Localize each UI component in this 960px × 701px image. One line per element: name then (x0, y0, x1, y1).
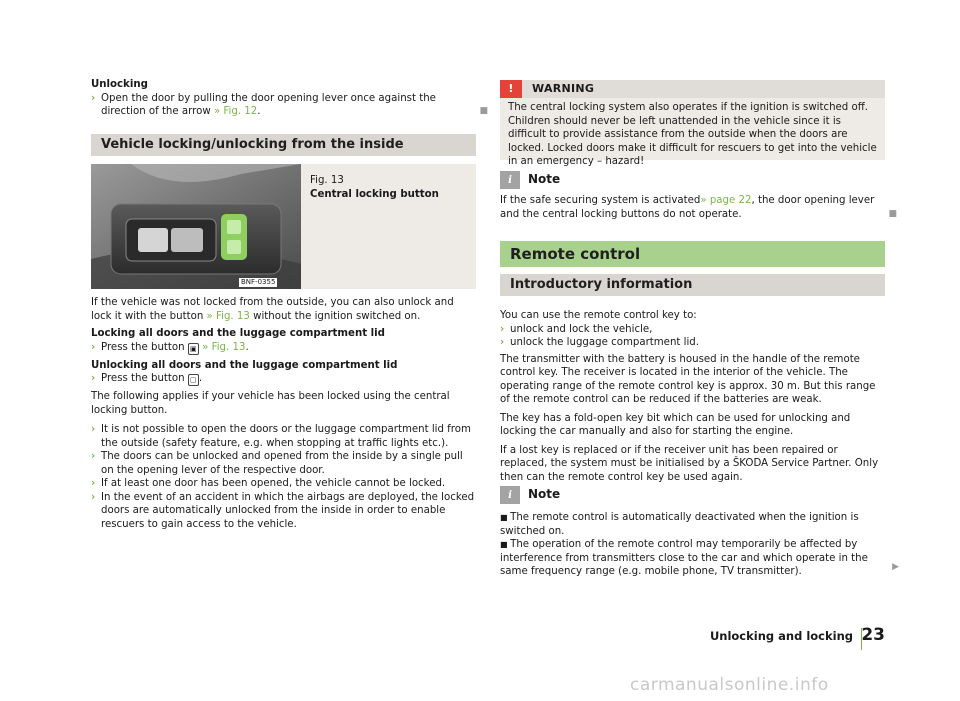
use-intro: You can use the remote control key to: (500, 310, 697, 321)
page-number: 23 (861, 625, 885, 645)
paragraph: The key has a fold-open key bit which can be used for unlocking and locking the car manually and also for starting the engine. (500, 412, 851, 437)
bullet-arrow-icon: › (500, 323, 505, 335)
note-1 (500, 171, 897, 221)
bullet-arrow-icon: › (91, 491, 96, 503)
figure-code: BNF-0355 (241, 278, 276, 286)
central-locking-button-illustration (91, 164, 301, 289)
bullet-arrow-icon: › (91, 451, 96, 462)
figure-box (91, 164, 476, 289)
bullet-arrow-icon: › (500, 337, 505, 348)
note-2-item: ■ The remote control is automatically deactivated when the ignition is switched on. (500, 512, 859, 537)
section-heading: Vehicle locking/unlocking from the inside (91, 134, 476, 156)
unlock-heading: Unlocking all doors and the luggage compartment lid (91, 359, 398, 371)
note-2-item: ■ The operation of the remote control may temporarily be affected by interference from transmitters close to the car and which operate in the same frequency range (e.g. mobile phone, TV transmitter). (500, 539, 868, 577)
note-1-header (500, 171, 885, 189)
warning-text: The central locking system also operates if the ignition is switched off. Children should never be left unattended in the vehicle since it is difficult to provide assistance from the outside when the doors are locked. Locked doors make it difficult for rescuers to get into the vehicle in an emergency – hazard! (508, 102, 877, 167)
list-item: › It is not possible to open the doors or the luggage compartment lid from the outside (safety feature, e.g. when stopping at traffic lights etc.). (91, 424, 471, 449)
remote-control-text (500, 309, 885, 484)
unlock-button-icon: ▢ (188, 374, 199, 386)
list-item: › The doors can be unlocked and opened from the inside by a single pull on the opening lever of the respective door. (91, 451, 463, 476)
warning-box (500, 80, 885, 167)
step-arrow-icon: › (91, 373, 96, 384)
paragraph: The transmitter with the battery is housed in the handle of the remote control key. The receiver is located in the interior of the vehicle. The operating range of the remote control key is approx. 30 m. But this range of the remote control can be reduced if the batteries are weak. (500, 353, 876, 405)
fig13-link-2[interactable]: » Fig. 13 (202, 341, 246, 353)
paragraph: If a lost key is replaced or if the receiver unit has been repaired or replaced, the system must be initialised by a ŠKODA Service Partner. Only then can the remote control key be used again. (500, 444, 879, 483)
subsection-heading: Introductory information (500, 274, 885, 296)
note-2-title: Note (528, 487, 561, 502)
unlocking-step: › Open the door by pulling the door opening lever once against the direction of the arrow » Fig. 12. (91, 92, 436, 117)
page22-link[interactable]: » page 22 (700, 195, 752, 206)
unlock-step: › Press the button ▢ . (91, 373, 203, 384)
door-panel-image (91, 164, 301, 289)
bullet-arrow-icon: › (91, 424, 96, 435)
locking-instructions (91, 296, 476, 531)
square-bullet-icon: ■ (500, 513, 511, 522)
section-end-mark: ■ (888, 209, 897, 219)
step-arrow-icon: › (91, 341, 96, 353)
figure-caption (310, 174, 470, 201)
bullet-arrow-icon: › (91, 478, 96, 489)
locking-bullets (91, 423, 476, 531)
warning-header (500, 80, 885, 98)
info-icon: i (500, 171, 520, 189)
unlocking-block (91, 78, 488, 119)
section-heading-remote: Remote control (500, 241, 885, 267)
lock-step: › Press the button ▣ » Fig. 13. (91, 341, 249, 353)
warning-title: WARNING (532, 82, 595, 95)
list-item: › In the event of an accident in which the airbags are deployed, the locked doors are automatically unlocked from the inside in order to enable rescuers to gain access to the vehicle. (91, 491, 475, 530)
continue-triangle-icon: ▶ (892, 562, 899, 572)
note-1-text: If the safe securing system is activated» page 22, the door opening lever and the central locking buttons do not operate. (500, 195, 875, 220)
page-footer (700, 625, 885, 648)
step-arrow-icon: › (91, 92, 96, 104)
warning-icon: ! (500, 80, 522, 98)
lock-button-icon: ▣ (188, 343, 199, 355)
unlocking-heading: Unlocking (91, 79, 148, 90)
list-item: › unlock and lock the vehicle, (500, 323, 653, 335)
applies-paragraph: The following applies if your vehicle has been locked using the central locking button. (91, 391, 450, 416)
figure-label: Fig. 13 (310, 175, 344, 186)
figure-caption-text: Central locking button (310, 188, 439, 200)
square-bullet-icon: ■ (500, 540, 511, 549)
info-icon: i (500, 486, 520, 504)
fig13-link[interactable]: » Fig. 13 (206, 310, 250, 322)
intro-paragraph: If the vehicle was not locked from the outside, you can also unlock and lock it with the button » Fig. 13 without the ignition switched on. (91, 297, 454, 322)
footer-chapter: Unlocking and locking (709, 629, 853, 643)
list-item: › If at least one door has been opened, the vehicle cannot be locked. (91, 478, 446, 489)
note-2-header (500, 486, 885, 504)
section-end-mark: ■ (479, 106, 488, 116)
lock-heading: Locking all doors and the luggage compartment lid (91, 328, 385, 339)
note-1-title: Note (528, 172, 561, 187)
note-2 (500, 486, 899, 579)
watermark: carmanualsonline.info (630, 675, 829, 695)
fig12-link[interactable]: » Fig. 12 (213, 106, 258, 117)
list-item: › unlock the luggage compartment lid. (500, 337, 700, 348)
